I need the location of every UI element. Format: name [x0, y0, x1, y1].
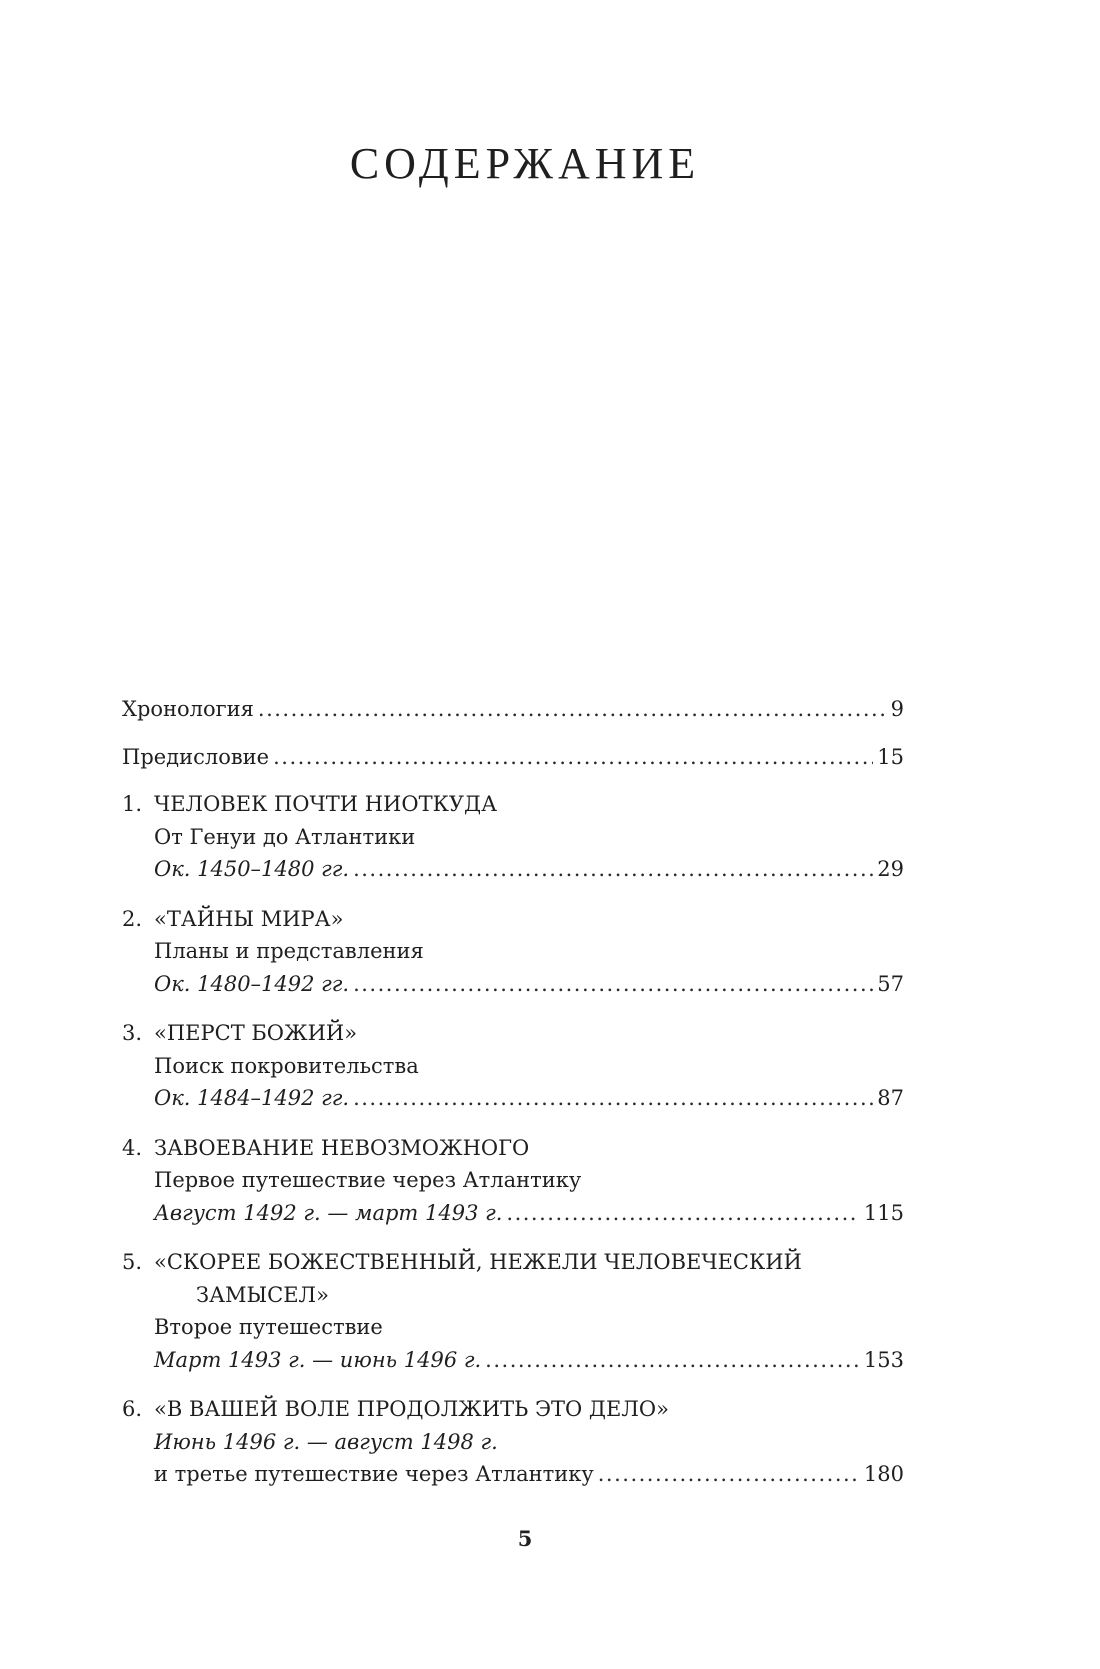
chapter-number: 5.: [122, 1250, 143, 1274]
toc-page-number: 57: [877, 971, 904, 996]
leader-dots: [506, 1197, 860, 1230]
chapter-title-continued: ЗАМЫСЕЛ»: [196, 1282, 329, 1307]
toc-page-number: 15: [877, 744, 904, 769]
page-number: 5: [517, 1526, 533, 1551]
toc-page-number: 180: [863, 1462, 904, 1486]
chapter-title: ЗАВОЕВАНИЕ НЕВОЗМОЖНОГО: [154, 1135, 530, 1160]
chapter-dates: Июнь 1496 г. — август 1498 г.: [154, 1429, 498, 1454]
toc-entry-chapter-4[interactable]: [122, 1132, 904, 1230]
leader-dots: [485, 1344, 860, 1377]
toc-entry-chapter-1[interactable]: [122, 788, 904, 886]
toc-entry-chapter-6[interactable]: [122, 1393, 904, 1491]
chapter-title: ЧЕЛОВЕК ПОЧТИ НИОТКУДА: [154, 792, 498, 816]
toc-entry-chapter-3[interactable]: [122, 1017, 904, 1115]
chapter-subtitle: и третье путешествие через Атлантику: [154, 1462, 594, 1486]
chapter-dates: Август 1492 г. — март 1493 г.: [154, 1200, 503, 1225]
leader-dots: [353, 853, 873, 886]
toc-entry-preface[interactable]: [122, 741, 904, 774]
toc-entry-chapter-2[interactable]: [122, 903, 904, 1001]
table-of-contents: [122, 693, 904, 1508]
chapter-title: «ПЕРСТ БОЖИЙ»: [154, 1021, 358, 1045]
toc-entry-title: Предисловие: [122, 744, 270, 769]
toc-entry-title: Хронология: [122, 697, 254, 721]
leader-dots: [353, 1082, 873, 1115]
chapter-subtitle: Второе путешествие: [154, 1315, 383, 1339]
toc-page-number: 9: [890, 697, 904, 721]
chapter-dates: Ок. 1484–1492 гг.: [154, 1086, 350, 1110]
toc-page-number: 87: [877, 1086, 904, 1110]
chapter-number: 6.: [122, 1397, 143, 1421]
leader-dots: [273, 741, 873, 774]
toc-page-number: 115: [863, 1200, 904, 1225]
leader-dots: [258, 693, 887, 726]
chapter-number: 3.: [122, 1021, 143, 1045]
toc-page-number: 153: [863, 1347, 904, 1372]
toc-entry-chapter-5[interactable]: [122, 1246, 904, 1376]
chapter-number: 4.: [122, 1135, 143, 1160]
toc-page-number: 29: [877, 857, 904, 881]
chapter-subtitle: Первое путешествие через Атлантику: [154, 1168, 582, 1192]
chapter-title: «В ВАШЕЙ ВОЛЕ ПРОДОЛЖИТЬ ЭТО ДЕЛО»: [154, 1397, 669, 1421]
chapter-dates: Ок. 1450–1480 гг.: [154, 857, 350, 881]
leader-dots: [353, 968, 873, 1001]
chapter-subtitle: Планы и представления: [154, 939, 424, 963]
chapter-dates: Март 1493 г. — июнь 1496 г.: [154, 1347, 482, 1372]
leader-dots: [598, 1458, 860, 1491]
chapter-number: 1.: [122, 792, 143, 816]
page-title: СОДЕРЖАНИЕ: [349, 139, 701, 188]
chapter-title: «ТАЙНЫ МИРА»: [154, 906, 344, 931]
chapter-subtitle: От Генуи до Атлантики: [154, 824, 416, 849]
toc-entry-chronology[interactable]: [122, 693, 904, 726]
chapter-dates: Ок. 1480–1492 гг.: [154, 971, 350, 996]
chapter-subtitle: Поиск покровительства: [154, 1053, 419, 1078]
chapter-title: «СКОРЕЕ БОЖЕСТВЕННЫЙ, НЕЖЕЛИ ЧЕЛОВЕЧЕСКИЙ: [154, 1250, 802, 1274]
chapter-number: 2.: [122, 906, 143, 931]
